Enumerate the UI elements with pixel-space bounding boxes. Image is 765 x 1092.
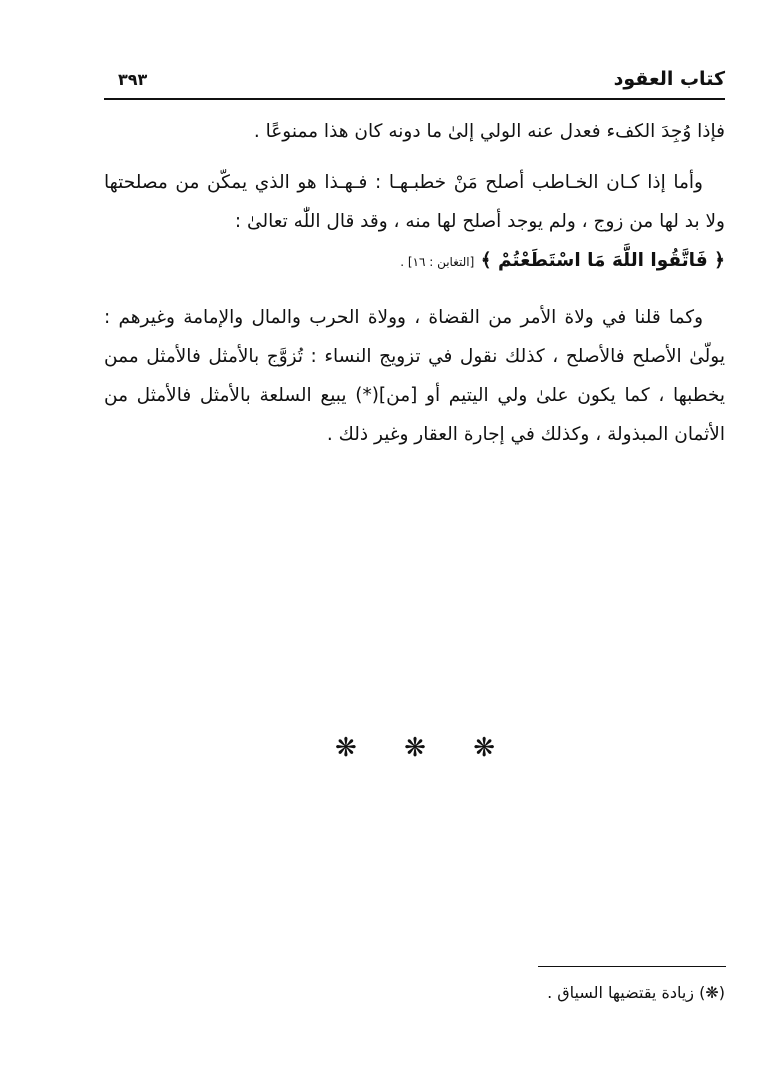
- verse-close-bracket: ﴾: [480, 250, 492, 271]
- running-title: كتاب العقود: [613, 68, 725, 90]
- star-ornament-icon: ❋: [404, 733, 426, 763]
- star-ornament-icon: ❋: [473, 733, 495, 763]
- quran-verse: [474, 250, 725, 271]
- verse-open-bracket: ﴿: [714, 250, 725, 271]
- page-header: [104, 66, 725, 100]
- page-number: ٣٩٣: [118, 70, 148, 89]
- section-separator: [335, 728, 495, 768]
- paragraph-3-text: وكما قلنا في ولاة الأمر من القضاة ، وولاة الحرب والمال والإمامة وغيرهم : يولّىٰ الأصلح فالأصلح ، كذلك نقول في تزويج النساء : تُزوَّج بالأمثل فالأمثل ممن يخطبها ، كما يكون علىٰ ولي اليتيم أو [من](*) يبيع السلعة بالأمثل فالأمثل من الأثمان المبذولة ، وكذلك في إجارة العقار وغير ذلك .: [104, 307, 725, 445]
- verse-reference: [التغابن : ١٦] .: [400, 255, 475, 269]
- footnote-divider: [538, 966, 726, 967]
- paragraph-2: [104, 163, 725, 282]
- main-text: [104, 112, 725, 454]
- paragraph-2-text: وأما إذا كـان الخـاطب أصلح مَنْ خطبـهـا : فـهـذا هو الذي يمكّن من مصلحتها ولا بد لها من زوج ، ولم يوجد أصلح لها منه ، وقد قال اللّٰه تعالىٰ :: [104, 172, 725, 232]
- verse-text: فَاتَّقُوا اللَّهَ مَا اسْتَطَعْتُمْ: [498, 250, 708, 271]
- star-ornament-icon: ❋: [335, 733, 357, 763]
- paragraph-1: [104, 112, 725, 151]
- footnote: (❋) زيادة يقتضيها السياق .: [547, 983, 725, 1002]
- paragraph-1-text: فإذا وُجِدَ الكفء فعدل عنه الولي إلىٰ ما دونه كان هذا ممنوعًا .: [253, 121, 725, 142]
- paragraph-3: [104, 298, 725, 454]
